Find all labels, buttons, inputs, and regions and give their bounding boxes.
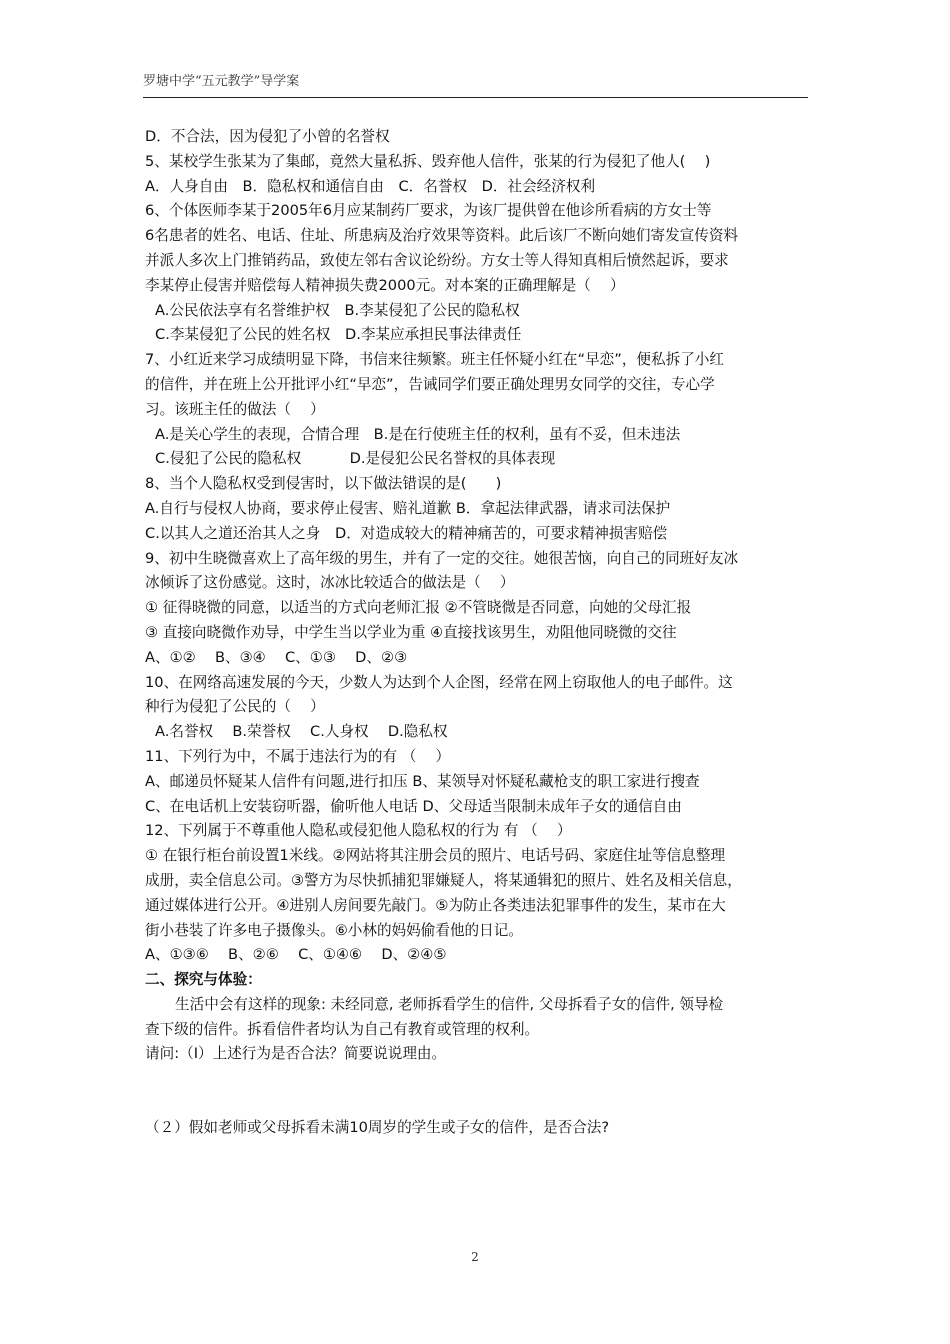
question-12: 12、下列属于不尊重他人隐私或侵犯他人隐私权的行为 有 （ ） bbox=[145, 822, 572, 840]
question-11-options: C、在电话机上安装窃听器，偷听他人电话 D、父母适当限制未成年子女的通信自由 bbox=[145, 797, 682, 815]
text-line: 冰倾诉了这份感觉。这时，冰冰比较适合的做法是（ ） bbox=[145, 574, 515, 592]
question-5-options: A．人身自由 B．隐私权和通信自由 C．名誉权 D．社会经济权利 bbox=[145, 177, 596, 195]
paragraph-text: 生活中会有这样的现象: 未经同意, 老师拆看学生的信件, 父母拆看子女的信件, 领导检 bbox=[175, 995, 724, 1013]
question-12-options: A、①③⑥ B、②⑥ C、①④⑥ D、②④⑤ bbox=[145, 946, 447, 964]
question-11: 11、下列行为中，不属于违法行为的有 （ ） bbox=[145, 747, 451, 765]
text-line: 成册，卖全信息公司。③警方为尽快抓捕犯罪嫌疑人，将某通辑犯的照片、姓名及相关信息， bbox=[145, 871, 742, 889]
text-line: 的信件，并在班上公开批评小红“早恋”，告诫同学们要正确处理男女同学的交往，专心学 bbox=[145, 375, 715, 393]
question-5: 5、某校学生张某为了集邮，竟然大量私拆、毁弃他人信件，张某的行为侵犯了他人( ) bbox=[145, 152, 711, 170]
question-6: 6、个体医师李某于2005年6月应某制药厂要求，为该厂提供曾在他诊所看病的方女士等 bbox=[145, 202, 712, 220]
text-line: 街小巷装了许多电子摄像头。⑥小林的妈妈偷看他的日记。 bbox=[145, 921, 523, 939]
text-line: 种行为侵犯了公民的（ ） bbox=[145, 698, 325, 716]
paragraph-text: 查下级的信件。拆看信件者均认为自己有教育或管理的权利。 bbox=[145, 1020, 540, 1038]
question-6-options: A.公民依法享有名誉维护权 B.李某侵犯了公民的隐私权 bbox=[155, 301, 520, 319]
question-10: 10、在网络高速发展的今天，少数人为达到个人企图，经常在网上窃取他人的电子邮件。这 bbox=[145, 673, 733, 691]
document-body bbox=[145, 125, 810, 1141]
sub-question-2: （２）假如老师或父母拆看未满10周岁的学生或子女的信件，是否合法? bbox=[145, 1119, 610, 1137]
header-divider bbox=[143, 97, 808, 98]
text-line: D．不合法，因为侵犯了小曾的名誉权 bbox=[145, 128, 390, 145]
page-number: 2 bbox=[471, 1250, 479, 1264]
text-line: 李某停止侵害并赔偿每人精神损失费2000元。对本案的正确理解是（ ） bbox=[145, 276, 625, 294]
question-12-statements: ① 在银行柜台前设置1米线。②网站将其注册会员的照片、电话号码、家庭住址等信息整理 bbox=[145, 847, 726, 865]
question-8-options: C.以其人之道还治其人之身 D．对造成较大的精神痛苦的，可要求精神损害赔偿 bbox=[145, 524, 668, 542]
question-8: 8、当个人隐私权受到侵害时，以下做法错误的是( ) bbox=[145, 475, 502, 493]
text-line: 并派人多次上门推销药品，致使左邻右舍议论纷纷。方女士等人得知真相后愤然起诉，要求 bbox=[145, 251, 729, 269]
question-7-options: A.是关心学生的表现，合情合理 B.是在行使班主任的权利，虽有不妥，但未违法 bbox=[155, 425, 681, 443]
question-9: 9、初中生晓微喜欢上了高年级的男生，并有了一定的交往。她很苦恼，向自己的同班好友冰 bbox=[145, 549, 739, 567]
question-9-options: A、①② B、③④ C、①③ D、②③ bbox=[145, 648, 408, 666]
question-7-options: C.侵犯了公民的隐私权 D.是侵犯公民名誉权的具体表现 bbox=[155, 450, 556, 468]
sub-question-1: 请问:（Ⅰ）上述行为是否合法？简要说说理由。 bbox=[145, 1045, 447, 1063]
section-heading: 二、探究与体验： bbox=[145, 971, 262, 989]
text-line: 6名患者的姓名、电话、住址、所患病及治疗效果等资料。此后该厂不断向她们寄发宣传资料 bbox=[145, 227, 739, 245]
question-11-options: A、邮递员怀疑某人信件有问题,进行扣压 B、某领导对怀疑私藏枪支的职工家进行搜查 bbox=[145, 772, 700, 790]
page-header-title: 罗塘中学“五元教学”导学案 bbox=[143, 74, 300, 89]
question-9-statements: ① 征得晓微的同意，以适当的方式向老师汇报 ②不管晓微是否同意，向她的父母汇报 bbox=[145, 599, 692, 617]
question-7: 7、小红近来学习成绩明显下降，书信来往频繁。班主任怀疑小红在“早恋”，便私拆了小红 bbox=[145, 351, 724, 369]
question-8-options: A.自行与侵权人协商，要求停止侵害、赔礼道歉 B．拿起法律武器，请求司法保护 bbox=[145, 499, 671, 517]
text-line: 习。该班主任的做法（ ） bbox=[145, 400, 325, 418]
question-10-options: A.名誉权 B.荣誉权 C.人身权 D.隐私权 bbox=[155, 723, 448, 741]
text-line: 通过媒体进行公开。④进别人房间要先敲门。⑤为防止各类违法犯罪事件的发生，某市在大 bbox=[145, 896, 726, 914]
question-6-options: C.李某侵犯了公民的姓名权 D.李某应承担民事法律责任 bbox=[155, 326, 522, 344]
answer-space bbox=[145, 1067, 810, 1116]
question-9-statements: ③ 直接向晓微作劝导，中学生当以学业为重 ④直接找该男生，劝阻他同晓微的交往 bbox=[145, 623, 677, 641]
